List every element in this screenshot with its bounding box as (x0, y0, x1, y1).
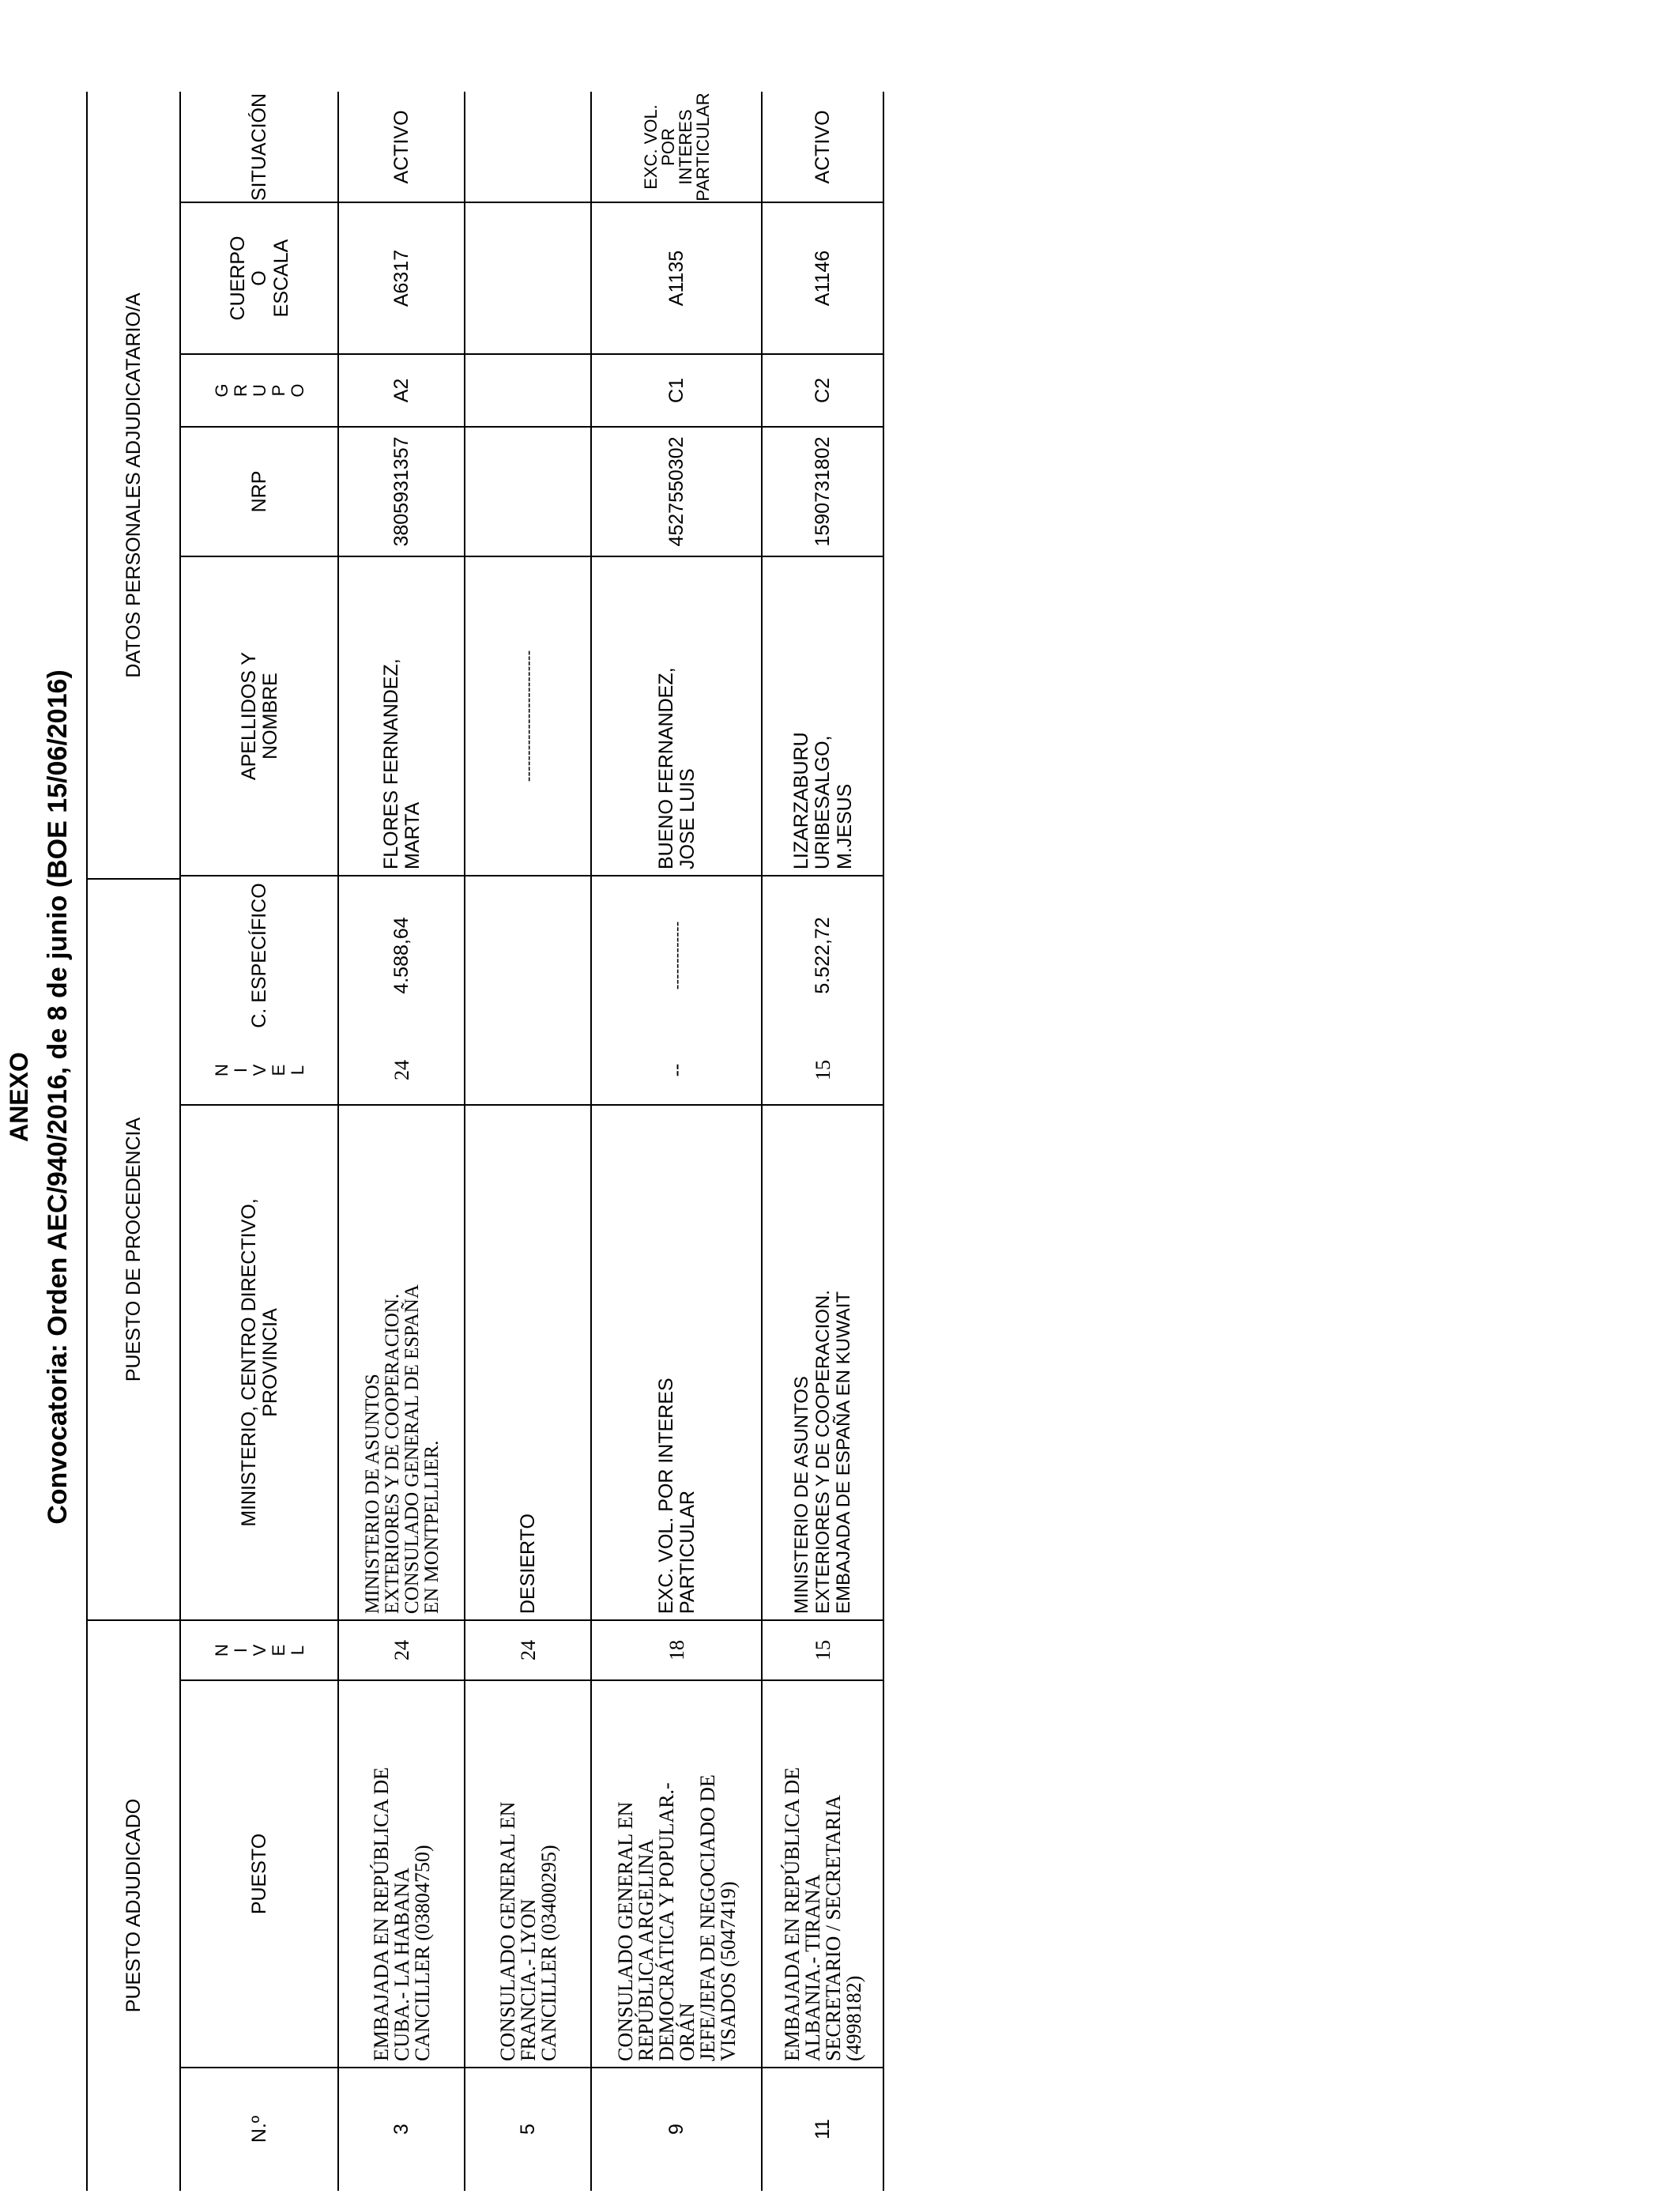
row-9-ministerio: EXC. VOL. POR INTERES PARTICULAR (654, 1378, 699, 1614)
row-3-grupo: A2 (390, 378, 413, 403)
row-3-apellidos: FLORES FERNANDEZ, MARTA (379, 658, 424, 869)
row-5-puesto: CONSULADO GENERAL EN FRANCIA.- LYON CANCILLER (03400295) (496, 1801, 560, 2061)
header-puesto-procedencia: PUESTO DE PROCEDENCIA (122, 1117, 145, 1382)
document-title: ANEXO (5, 1052, 33, 1142)
row-3-situacion: ACTIVO (390, 110, 413, 184)
col-header-nrp: NRP (248, 470, 271, 513)
row-3-nrp: 3805931357 (390, 436, 413, 547)
row-9-situacion: EXC. VOL. POR INTERES PARTICULAR (641, 92, 713, 202)
row-9-especifico: ------------- (669, 921, 686, 990)
row-3-nivel-procedencia: 24 (390, 1060, 413, 1080)
row-11-especifico: 5.522,72 (812, 917, 834, 994)
col-header-grupo: G R U P O (211, 383, 308, 398)
row-5-cuerpo (466, 202, 591, 354)
row-9-nivel-procedencia: -- (665, 1063, 688, 1077)
row-11-num: 11 (812, 2119, 834, 2139)
row-5-nivel: 24 (517, 1640, 540, 1661)
col-header-ministerio: MINISTERIO, CENTRO DIRECTIVO, PROVINCIA (237, 1198, 281, 1527)
col-header-cuerpo: CUERPO O ESCALA (226, 236, 292, 321)
row-3-nivel: 24 (390, 1640, 413, 1661)
row-5-nivel-procedencia (466, 1035, 591, 1105)
col-header-especifico: C. ESPECÍFICO (248, 883, 271, 1028)
row-9-cuerpo: A1135 (665, 250, 688, 307)
row-11-puesto: EMBAJADA EN REPÚBLICA DE ALBANIA.- TIRANA SECRETARIO / SECRETARIA (4998182) (781, 1767, 865, 2061)
row-3-especifico: 4.588,64 (390, 917, 413, 994)
row-5-num: 5 (517, 2124, 540, 2135)
row-9-num: 9 (665, 2124, 688, 2135)
row-9-nrp: 4527550302 (665, 436, 688, 547)
row-5-nrp (466, 427, 591, 556)
row-11-ministerio: MINISTERIO DE ASUNTOS EXTERIORES Y DE COOPERACION. EMBAJADA DE ESPAÑA EN KUWAIT (791, 1290, 855, 1614)
row-5-situacion (466, 92, 591, 202)
row-9-grupo: C1 (665, 378, 688, 403)
col-header-num: N.º (248, 2115, 271, 2143)
document-subtitle: Convocatoria: Orden AEC/940/2016, de 8 de junio (BOE 15/06/2016) (43, 669, 73, 1525)
col-header-situacion: SITUACIÓN (248, 92, 271, 202)
row-11-apellidos: LIZARZABURU URIBESALGO, M.JESUS (789, 732, 856, 869)
row-3-num: 3 (390, 2124, 413, 2135)
header-puesto-adjudicado: PUESTO ADJUDICADO (122, 1798, 145, 2013)
col-header-apellidos: APELLIDOS Y NOMBRE (237, 651, 281, 781)
row-3-cuerpo: A6317 (390, 249, 413, 307)
row-11-nivel: 15 (812, 1640, 834, 1661)
row-5-ministerio: DESIERTO (517, 1514, 540, 1614)
row-11-situacion: ACTIVO (812, 110, 834, 184)
row-5-apellidos: ------------------------- (520, 650, 537, 782)
row-5-especifico (466, 876, 591, 1035)
col-header-nivel: N I V E L (211, 1644, 308, 1657)
row-5-grupo (466, 354, 591, 427)
row-11-nivel-procedencia: 15 (812, 1060, 834, 1080)
col-header-puesto: PUESTO (248, 1833, 271, 1915)
row-9-puesto: CONSULADO GENERAL EN REPÚBLICA ARGELINA DEMOCRÁTICA Y POPULAR.- ORÁN JEFE/JEFA DE NEGOCIADO DE VISADOS (5047419) (614, 1774, 740, 2061)
row-3-puesto: EMBAJADA EN REPÚBLICA DE CUBA.- LA HABANA CANCILLER (03804750) (370, 1767, 434, 2061)
row-3-ministerio: MINISTERIO DE ASUNTOS EXTERIORES Y DE COOPERACION. CONSULADO GENERAL DE ESPAÑA EN MONTPELLIER. (362, 1284, 443, 1614)
header-datos-personales: DATOS PERSONALES ADJUDICATARIO/A (122, 292, 145, 678)
row-9-apellidos: BUENO FERNANDEZ, JOSE LUIS (654, 667, 699, 869)
row-9-nivel: 18 (665, 1640, 688, 1661)
col-header-nivel-procedencia: N I V E L (211, 1064, 308, 1076)
row-11-grupo: C2 (812, 378, 834, 403)
row-11-nrp: 1590731802 (812, 436, 834, 547)
row-11-cuerpo: A1146 (812, 250, 834, 307)
